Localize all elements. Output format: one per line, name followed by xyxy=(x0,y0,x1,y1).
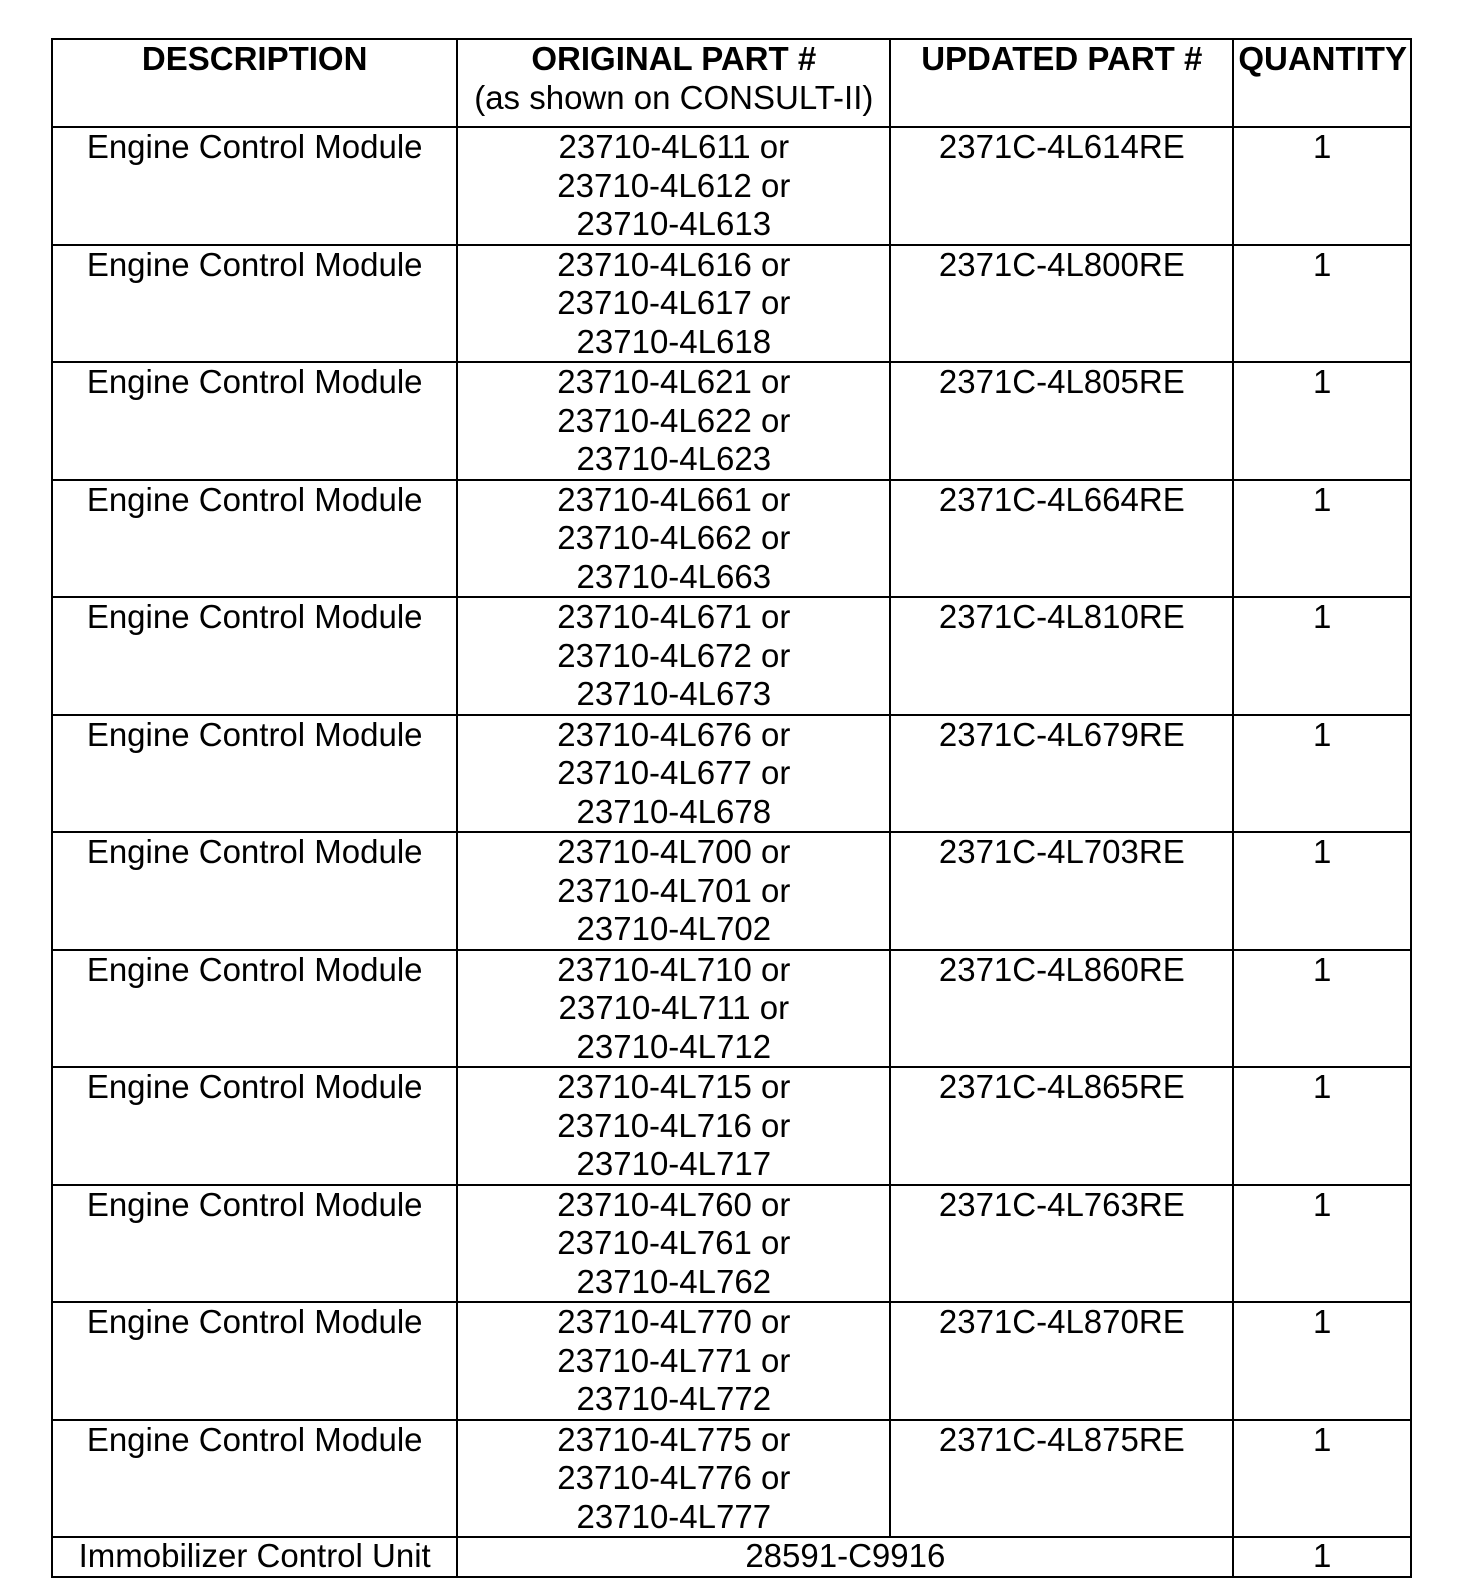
cell-description: Engine Control Module xyxy=(52,597,457,715)
cell-quantity: 1 xyxy=(1233,362,1411,480)
cell-quantity: 1 xyxy=(1233,127,1411,245)
cell-original-parts xyxy=(457,1420,890,1538)
original-part-number: 23710-4L715 or xyxy=(557,1068,791,1105)
original-part-number: 23710-4L661 or xyxy=(557,480,791,518)
table-row xyxy=(52,950,1411,1068)
cell-updated-part: 2371C-4L703RE xyxy=(890,832,1233,950)
header-original-subtitle: (as shown on CONSULT-II) xyxy=(474,78,874,116)
original-part-number: 23710-4L711 or xyxy=(558,989,790,1026)
cell-updated-part: 2371C-4L865RE xyxy=(890,1067,1233,1185)
header-original-part xyxy=(457,39,890,127)
cell-quantity: 1 xyxy=(1233,715,1411,833)
original-part-number: 23710-4L770 or xyxy=(557,1303,791,1340)
cell-description: Engine Control Module xyxy=(52,480,457,598)
original-part-number: 23710-4L716 or xyxy=(557,1106,791,1144)
header-row xyxy=(52,39,1411,127)
original-part-number: 23710-4L662 or xyxy=(557,519,791,556)
cell-updated-part: 2371C-4L763RE xyxy=(890,1185,1233,1303)
original-part-number: 23710-4L676 or xyxy=(557,715,791,753)
header-quantity: QUANTITY xyxy=(1233,39,1411,127)
cell-description: Engine Control Module xyxy=(52,127,457,245)
cell-quantity: 1 xyxy=(1233,480,1411,598)
table-row xyxy=(52,362,1411,480)
table-row xyxy=(52,1067,1411,1185)
original-part-number: 23710-4L762 xyxy=(576,1262,772,1300)
header-original-title: ORIGINAL PART # xyxy=(531,40,817,77)
table-body xyxy=(52,127,1411,1577)
cell-original-parts xyxy=(457,362,890,480)
cell-quantity: 1 xyxy=(1233,950,1411,1068)
cell-original-parts xyxy=(457,1067,890,1185)
table-row xyxy=(52,480,1411,598)
table-row xyxy=(52,245,1411,363)
table-row-immobilizer xyxy=(52,1537,1411,1577)
original-part-number: 23710-4L672 or xyxy=(557,636,791,674)
cell-quantity: 1 xyxy=(1233,1067,1411,1185)
cell-description: Engine Control Module xyxy=(52,245,457,363)
cell-updated-part: 2371C-4L805RE xyxy=(890,362,1233,480)
cell-quantity: 1 xyxy=(1233,1302,1411,1420)
original-part-number: 23710-4L760 or xyxy=(557,1185,791,1223)
table-row xyxy=(52,1185,1411,1303)
cell-part-number: 28591-C9916 xyxy=(457,1537,1233,1577)
cell-updated-part: 2371C-4L614RE xyxy=(890,127,1233,245)
original-part-number: 23710-4L702 xyxy=(576,910,772,947)
original-part-number: 23710-4L700 or xyxy=(557,833,791,870)
original-part-number: 23710-4L612 or xyxy=(557,166,791,204)
original-part-number: 23710-4L616 or xyxy=(557,245,791,283)
original-part-number: 23710-4L777 xyxy=(576,1497,772,1535)
cell-description: Engine Control Module xyxy=(52,362,457,480)
cell-updated-part: 2371C-4L810RE xyxy=(890,597,1233,715)
cell-description: Engine Control Module xyxy=(52,832,457,950)
cell-original-parts xyxy=(457,597,890,715)
original-part-number: 23710-4L611 or xyxy=(558,128,790,165)
original-part-number: 23710-4L623 xyxy=(576,440,772,477)
table-row xyxy=(52,1420,1411,1538)
original-part-number: 23710-4L775 or xyxy=(557,1420,791,1458)
table-row xyxy=(52,127,1411,245)
original-part-number: 23710-4L771 or xyxy=(557,1341,791,1379)
original-part-number: 23710-4L710 or xyxy=(557,950,791,988)
original-part-number: 23710-4L717 xyxy=(576,1145,772,1182)
original-part-number: 23710-4L678 xyxy=(576,792,772,830)
original-part-number: 23710-4L622 or xyxy=(557,401,791,439)
cell-description: Engine Control Module xyxy=(52,1067,457,1185)
cell-updated-part: 2371C-4L870RE xyxy=(890,1302,1233,1420)
cell-original-parts xyxy=(457,715,890,833)
cell-quantity: 1 xyxy=(1233,597,1411,715)
table-row xyxy=(52,1302,1411,1420)
original-part-number: 23710-4L673 xyxy=(576,675,772,712)
cell-updated-part: 2371C-4L860RE xyxy=(890,950,1233,1068)
cell-updated-part: 2371C-4L875RE xyxy=(890,1420,1233,1538)
cell-original-parts xyxy=(457,832,890,950)
original-part-number: 23710-4L761 or xyxy=(557,1224,791,1261)
table-row xyxy=(52,597,1411,715)
original-part-number: 23710-4L776 or xyxy=(557,1459,791,1496)
cell-original-parts xyxy=(457,245,890,363)
header-description: DESCRIPTION xyxy=(52,39,457,127)
cell-description: Engine Control Module xyxy=(52,950,457,1068)
cell-quantity: 1 xyxy=(1233,832,1411,950)
original-part-number: 23710-4L677 or xyxy=(557,754,791,791)
original-part-number: 23710-4L613 xyxy=(576,205,772,242)
table-row xyxy=(52,715,1411,833)
cell-quantity: 1 xyxy=(1233,245,1411,363)
cell-description: Immobilizer Control Unit xyxy=(52,1537,457,1577)
cell-original-parts xyxy=(457,1302,890,1420)
parts-table xyxy=(51,38,1412,1578)
cell-quantity: 1 xyxy=(1233,1537,1411,1577)
original-part-number: 23710-4L617 or xyxy=(557,284,791,321)
cell-quantity: 1 xyxy=(1233,1185,1411,1303)
cell-description: Engine Control Module xyxy=(52,1420,457,1538)
original-part-number: 23710-4L621 or xyxy=(557,363,791,400)
cell-description: Engine Control Module xyxy=(52,1302,457,1420)
cell-updated-part: 2371C-4L800RE xyxy=(890,245,1233,363)
original-part-number: 23710-4L701 or xyxy=(557,871,791,909)
original-part-number: 23710-4L618 xyxy=(576,322,772,360)
cell-original-parts xyxy=(457,1185,890,1303)
original-part-number: 23710-4L663 xyxy=(576,557,772,595)
cell-description: Engine Control Module xyxy=(52,715,457,833)
header-updated-part: UPDATED PART # xyxy=(890,39,1233,127)
cell-original-parts xyxy=(457,480,890,598)
cell-quantity: 1 xyxy=(1233,1420,1411,1538)
original-part-number: 23710-4L772 xyxy=(576,1380,772,1417)
cell-updated-part: 2371C-4L664RE xyxy=(890,480,1233,598)
original-part-number: 23710-4L712 xyxy=(576,1027,772,1065)
cell-updated-part: 2371C-4L679RE xyxy=(890,715,1233,833)
cell-original-parts xyxy=(457,127,890,245)
table-row xyxy=(52,832,1411,950)
cell-description: Engine Control Module xyxy=(52,1185,457,1303)
original-part-number: 23710-4L671 or xyxy=(557,598,791,635)
cell-original-parts xyxy=(457,950,890,1068)
